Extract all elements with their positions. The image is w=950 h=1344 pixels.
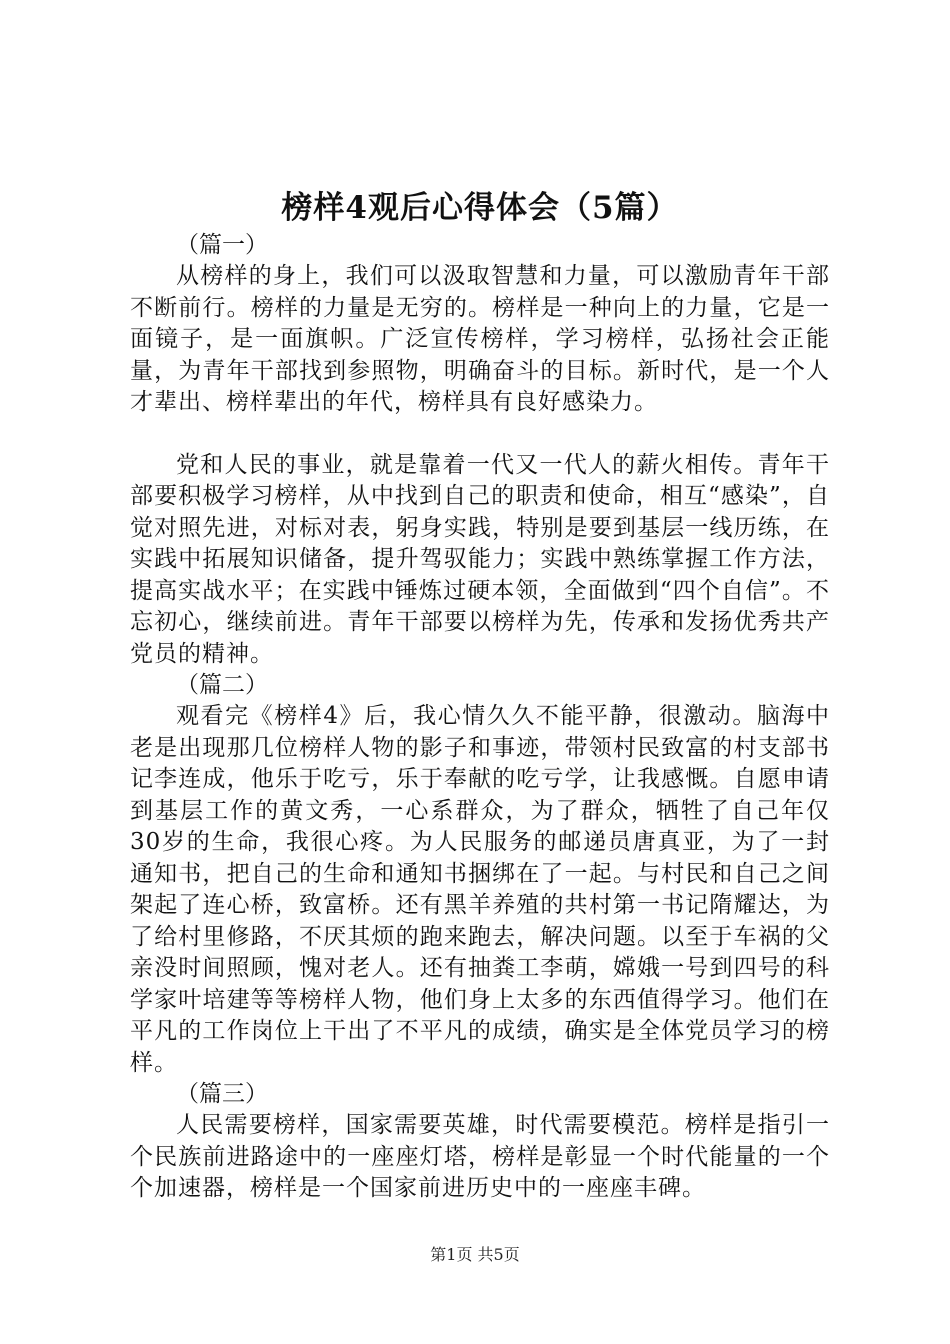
paragraph: 党和人民的事业，就是靠着一代又一代人的薪火相传。青年干部要积极学习榜样，从中找到自己的职责和使命，相互“感染”，自觉对照先进，对标对表，躬身实践，特别是要到基层一线历练，在实践中拓展知识储备，提升驾驭能力；实践中熟练掌握工作方法，提高实战水平；在实践中锤炼过硬本领，全面做到“四个自信”。不忘初心，继续前进。青年干部要以榜样为先，传承和发扬优秀共产党员的精神。 <box>130 451 830 667</box>
paragraph-gap <box>130 419 830 450</box>
section-label: （篇二） <box>176 672 268 698</box>
paragraph: 从榜样的身上，我们可以汲取智慧和力量，可以激励青年干部不断前行。榜样的力量是无穷的。榜样是一种向上的力量，它是一面镜子，是一面旗帜。广泛宣传榜样，学习榜样，弘扬社会正能量，为青年干部找到参照物，明确奋斗的目标。新时代，是一个人才辈出、榜样辈出的年代，榜样具有良好感染力。 <box>130 263 830 415</box>
paragraph: 观看完《榜样4》后，我心情久久不能平静，很激动。脑海中老是出现那几位榜样人物的影子和事迹，带领村民致富的村支部书记李连成，他乐于吃亏，乐于奉献的吃亏学，让我感慨。自愿申请到基层工作的黄文秀，一心系群众，为了群众，牺牲了自己年仅30岁的生命，我很心疼。为人民服务的邮递员唐真亚，为了一封通知书，把自己的生命和通知书捆绑在了一起。与村民和自己之间架起了连心桥，致富桥。还有黑羊养殖的共村第一书记隋耀达，为了给村里修路，不厌其烦的跑来跑去，解决问题。以至于车祸的父亲没时间照顾，愧对老人。还有抽粪工李萌，嫦娥一号到四号的科学家叶培建等等榜样人物，他们身上太多的东西值得学习。他们在平凡的工作岗位上干出了不平凡的成绩，确实是全体党员学习的榜样。 <box>130 703 830 1076</box>
section-label: （篇三） <box>176 1081 268 1107</box>
document-body <box>130 186 830 1205</box>
page-footer: 第1页 共5页 <box>430 1245 520 1264</box>
section-label: （篇一） <box>176 232 268 258</box>
paragraph: 人民需要榜样，国家需要英雄，时代需要模范。榜样是指引一个民族前进路途中的一座座灯塔，榜样是彰显一个时代能量的一个个加速器，榜样是一个国家前进历史中的一座座丰碑。 <box>130 1112 830 1201</box>
document-title: 榜样4观后心得体会（5篇） <box>281 190 679 226</box>
